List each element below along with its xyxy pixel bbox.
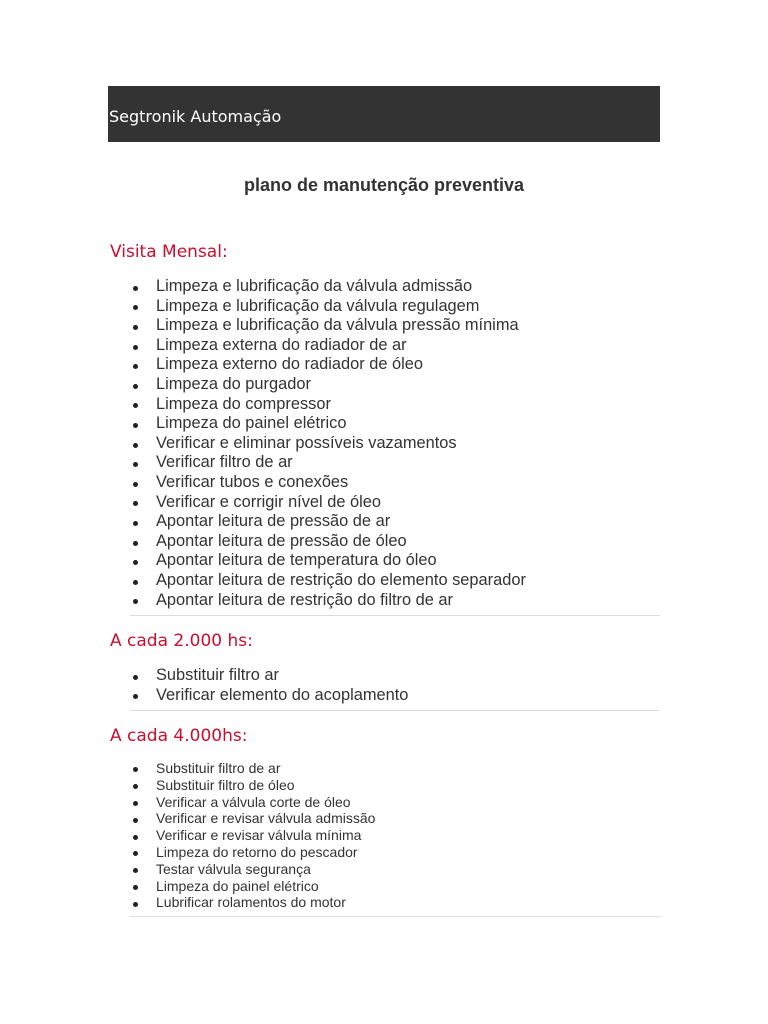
list-item — [130, 512, 526, 532]
list-item — [130, 395, 526, 415]
list-item-text: Apontar leitura de temperatura do óleo — [156, 551, 437, 570]
bullet-icon — [133, 325, 138, 330]
list-item-text: Limpeza do purgador — [156, 374, 311, 393]
bullet-icon — [133, 560, 138, 565]
list-item — [130, 551, 526, 571]
list-item — [130, 571, 526, 591]
list-item-text: Substituir filtro ar — [156, 666, 279, 684]
list-item-text: Testar válvula segurança — [156, 860, 311, 877]
list-item-text: Substituir filtro de óleo — [156, 776, 295, 793]
bullet-icon — [133, 462, 138, 467]
list-item — [130, 316, 526, 336]
bullet-icon — [133, 851, 138, 856]
bullet-icon — [133, 835, 138, 840]
bullet-icon — [133, 885, 138, 890]
header-bar — [108, 86, 660, 142]
document-title: plano de manutenção preventiva — [243, 175, 525, 195]
list-item — [130, 878, 375, 895]
brand-name: Segtronik Automação — [109, 107, 282, 126]
bullet-icon — [133, 521, 138, 526]
bullet-icon — [133, 599, 138, 604]
list-item-text: Lubrificar rolamentos do motor — [156, 894, 346, 911]
list-item — [130, 375, 526, 395]
list-item-text: Substituir filtro de ar — [156, 760, 281, 776]
bullet-icon — [133, 801, 138, 806]
list-item — [130, 810, 375, 827]
list-item — [130, 414, 526, 434]
list-item — [130, 591, 526, 611]
list-item-text: Apontar leitura de restrição do filtro de ar — [156, 590, 454, 609]
bullet-icon — [133, 675, 138, 680]
task-list-2000h — [130, 666, 408, 705]
list-item — [130, 827, 375, 844]
list-item-text: Verificar a válvula corte de óleo — [156, 793, 351, 810]
list-item-text: Apontar leitura de restrição do elemento separador — [156, 570, 526, 589]
bullet-icon — [133, 902, 138, 907]
list-item-text: Limpeza e lubrificação da válvula admissão — [156, 277, 473, 295]
list-item-text: Limpeza do painel elétrico — [156, 877, 319, 894]
list-item-text: Limpeza externa do radiador de ar — [156, 335, 407, 354]
bullet-icon — [133, 868, 138, 873]
list-item — [130, 666, 408, 686]
list-item — [130, 686, 408, 706]
bullet-icon — [133, 580, 138, 585]
section-heading-monthly: Visita Mensal: — [110, 242, 228, 262]
bullet-icon — [133, 482, 138, 487]
bullet-icon — [133, 423, 138, 428]
section-divider — [130, 710, 660, 711]
list-item-text: Limpeza externo do radiador de óleo — [156, 355, 423, 374]
section-divider — [130, 916, 660, 917]
list-item — [130, 493, 526, 513]
list-item — [130, 434, 526, 454]
list-item-text: Verificar tubos e conexões — [156, 472, 349, 491]
list-item-text: Apontar leitura de pressão de ar — [156, 512, 391, 531]
list-item-text: Verificar elemento do acoplamento — [156, 685, 409, 704]
bullet-icon — [133, 443, 138, 448]
bullet-icon — [133, 784, 138, 789]
section-heading-4000h: A cada 4.000hs: — [110, 726, 248, 746]
list-item-text: Limpeza e lubrificação da válvula regulagem — [156, 296, 480, 315]
list-item — [130, 532, 526, 552]
section-heading-2000h: A cada 2.000 hs: — [110, 631, 253, 651]
bullet-icon — [133, 345, 138, 350]
task-list-4000h — [130, 760, 375, 911]
list-item-text: Limpeza do retorno do pescador — [156, 843, 358, 860]
list-item — [130, 277, 526, 297]
list-item-text: Limpeza do painel elétrico — [156, 414, 347, 433]
bullet-icon — [133, 694, 138, 699]
bullet-icon — [133, 818, 138, 823]
bullet-icon — [133, 403, 138, 408]
list-item — [130, 760, 375, 777]
bullet-icon — [133, 286, 138, 291]
bullet-icon — [133, 501, 138, 506]
list-item-text: Verificar filtro de ar — [156, 453, 293, 472]
bullet-icon — [133, 541, 138, 546]
list-item-text: Limpeza e lubrificação da válvula pressão mínima — [156, 316, 519, 335]
list-item — [130, 844, 375, 861]
list-item — [130, 894, 375, 911]
list-item-text: Verificar e revisar válvula mínima — [156, 827, 362, 844]
list-item-text: Verificar e corrigir nível de óleo — [156, 492, 382, 511]
list-item — [130, 794, 375, 811]
list-item-text: Apontar leitura de pressão de óleo — [156, 531, 407, 550]
list-item — [130, 861, 375, 878]
bullet-icon — [133, 305, 138, 310]
list-item — [130, 453, 526, 473]
list-item — [130, 355, 526, 375]
list-item — [130, 777, 375, 794]
bullet-icon — [133, 384, 138, 389]
list-item — [130, 336, 526, 356]
list-item-text: Verificar e revisar válvula admissão — [156, 810, 376, 827]
list-item — [130, 473, 526, 493]
list-item — [130, 297, 526, 317]
section-divider — [130, 615, 660, 616]
list-item-text: Verificar e eliminar possíveis vazamentos — [156, 433, 457, 452]
list-item-text: Limpeza do compressor — [156, 394, 331, 413]
bullet-icon — [133, 767, 138, 772]
monthly-task-list — [130, 277, 526, 610]
bullet-icon — [133, 364, 138, 369]
